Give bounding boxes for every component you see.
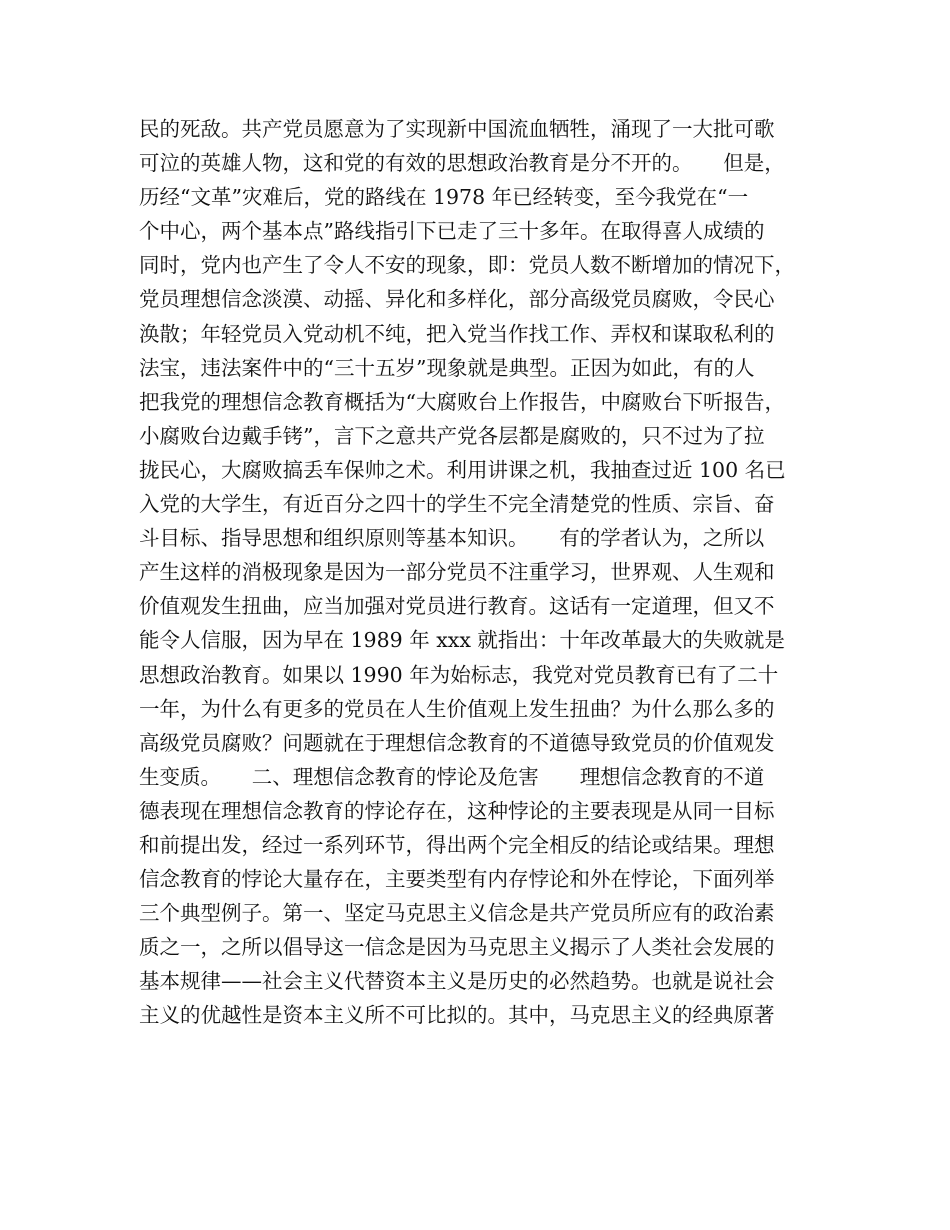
text-line: 涣散；年轻党员入党动机不纯，把入党当作找工作、弄权和谋取私利的 — [139, 321, 775, 346]
text-line: 入党的大学生，有近百分之四十的学生不完全清楚党的性质、宗旨、奋 — [139, 492, 775, 517]
text-line: 小腐败台边戴手铐”，言下之意共产党各层都是腐败的，只不过为了拉 — [139, 423, 765, 448]
text-line: 信念教育的悖论大量存在，主要类型有内存悖论和外在悖论，下面列举 — [139, 867, 775, 892]
text-line: 和前提出发，经过一系列环节，得出两个完全相反的结论或结果。理想 — [139, 832, 775, 857]
text-line: 个中心，两个基本点”路线指引下已走了三十多年。在取得喜人成绩的 — [139, 219, 765, 244]
text-line: 基本规律——社会主义代替资本主义是历史的必然趋势。也就是说社会 — [139, 969, 775, 994]
text-line: 法宝，违法案件中的“三十五岁”现象就是典型。正因为如此，有的人 — [139, 355, 755, 380]
text-line: 高级党员腐败？问题就在于理想信念教育的不道德导致党员的价值观发 — [139, 730, 775, 755]
text-line: 产生这样的消极现象是因为一部分党员不注重学习，世界观、人生观和 — [139, 560, 775, 585]
text-line: 思想政治教育。如果以 1990 年为始标志，我党对党员教育已有了二十 — [139, 662, 779, 687]
text-line: 同时，党内也产生了令人不安的现象，即：党员人数不断增加的情况下， — [139, 253, 795, 278]
text-line: 生变质。 二、理想信念教育的悖论及危害 理想信念教育的不道 — [139, 764, 765, 789]
body-text — [139, 112, 819, 1033]
text-line: 价值观发生扭曲，应当加强对党员进行教育。这话有一定道理，但又不 — [139, 594, 775, 619]
text-line: 斗目标、指导思想和组织原则等基本知识。 有的学者认为，之所以 — [139, 526, 765, 551]
text-line: 一年，为什么有更多的党员在人生价值观上发生扭曲？为什么那么多的 — [139, 696, 775, 721]
text-line: 历经“文革”灾难后，党的路线在 1978 年已经转变，至今我党在“一 — [139, 185, 749, 210]
text-line: 能令人信服，因为早在 1989 年 xxx 就指出：十年改革最大的失败就是 — [139, 628, 785, 653]
text-line: 拢民心，大腐败搞丢车保帅之术。利用讲课之机，我抽查过近 100 名已 — [139, 457, 786, 482]
text-line: 质之一，之所以倡导这一信念是因为马克思主义揭示了人类社会发展的 — [139, 935, 775, 960]
text-line: 民的死敌。共产党员愿意为了实现新中国流血牺牲，涌现了一大批可歌 — [139, 117, 775, 141]
text-line: 党员理想信念淡漠、动摇、异化和多样化，部分高级党员腐败，令民心 — [139, 287, 775, 312]
text-line: 可泣的英雄人物，这和党的有效的思想政治教育是分不开的。 但是， — [139, 151, 785, 176]
text-line: 主义的优越性是资本主义所不可比拟的。其中，马克思主义的经典原著 — [139, 1003, 775, 1028]
text-line: 把我党的理想信念教育概括为“大腐败台上作报告，中腐败台下听报告， — [139, 389, 785, 414]
text-line: 德表现在理想信念教育的悖论存在，这种悖论的主要表现是从同一目标 — [139, 798, 775, 823]
text-line: 三个典型例子。第一、坚定马克思主义信念是共产党员所应有的政治素 — [139, 901, 775, 926]
